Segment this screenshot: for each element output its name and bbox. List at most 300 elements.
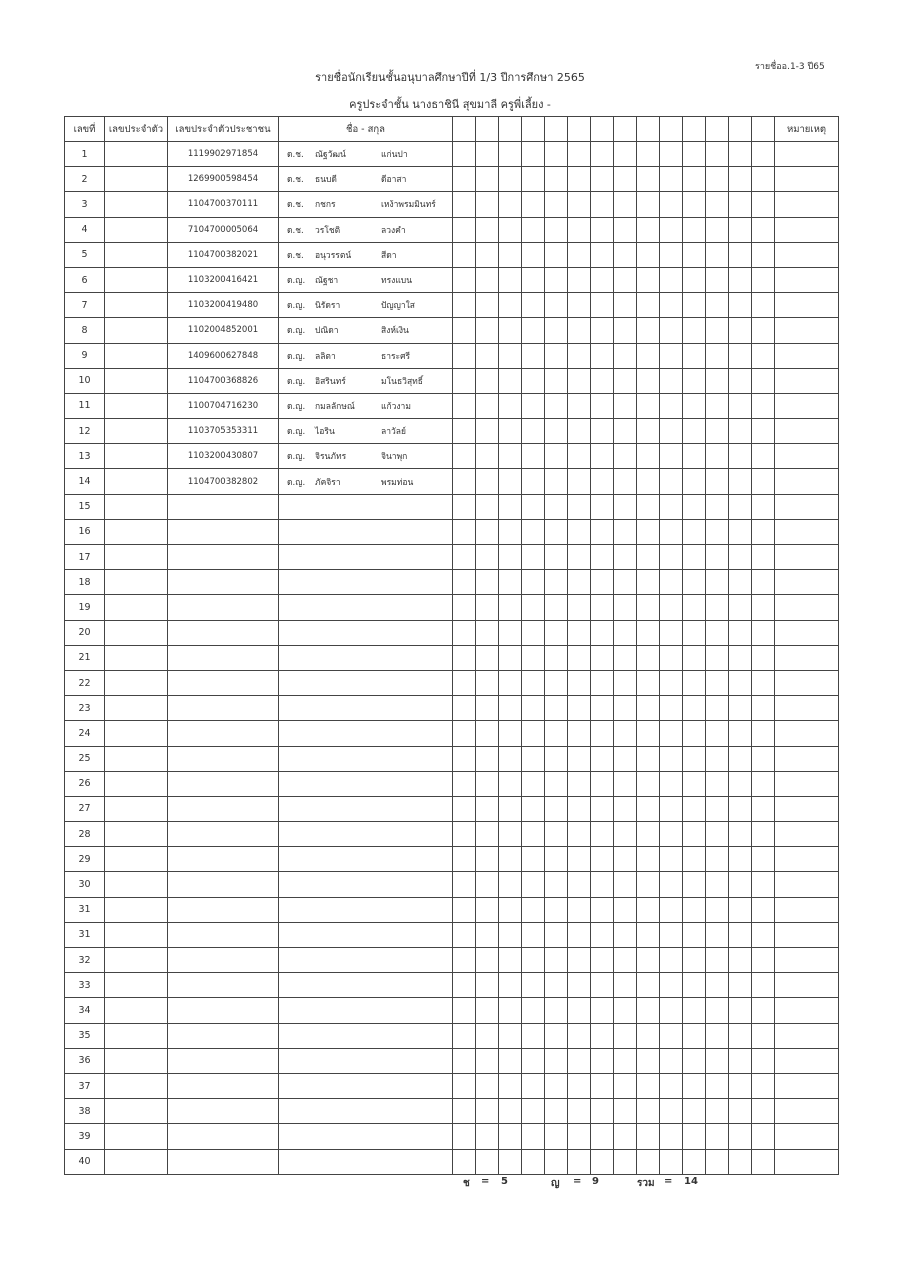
blank-cell <box>683 1073 706 1098</box>
table-row <box>65 267 839 292</box>
blank-cell <box>476 519 499 544</box>
national-id-cell <box>168 973 279 998</box>
blank-cell <box>499 948 522 973</box>
blank-cell <box>453 872 476 897</box>
remark-cell <box>775 1023 839 1048</box>
blank-cell <box>522 1023 545 1048</box>
blank-cell <box>545 1073 568 1098</box>
blank-cell <box>660 393 683 418</box>
blank-cell <box>522 948 545 973</box>
blank-cell <box>499 293 522 318</box>
remark-cell <box>775 922 839 947</box>
blank-cell <box>683 444 706 469</box>
blank-cell <box>752 973 775 998</box>
blank-cell <box>614 519 637 544</box>
blank-cell <box>499 267 522 292</box>
remark-cell <box>775 1149 839 1174</box>
blank-cell <box>729 167 752 192</box>
blank-cell <box>522 318 545 343</box>
total-count: 14 <box>684 1176 698 1187</box>
blank-cell <box>614 318 637 343</box>
blank-cell <box>476 318 499 343</box>
blank-cell <box>660 167 683 192</box>
blank-cell <box>683 1099 706 1124</box>
national-id-cell: 1103200419480 <box>168 293 279 318</box>
last-name: ปัญญาใส <box>381 301 415 312</box>
blank-cell <box>752 393 775 418</box>
blank-cell <box>706 696 729 721</box>
name-cell <box>279 167 453 192</box>
first-name: ณัฐชา <box>315 276 339 287</box>
blank-cell <box>568 1073 591 1098</box>
blank-cell <box>568 822 591 847</box>
student-id-cell <box>105 1149 168 1174</box>
first-name: ธนบดี <box>315 175 337 186</box>
row-number: 31 <box>65 897 105 922</box>
blank-cell <box>499 318 522 343</box>
name-cell <box>279 419 453 444</box>
name-cell <box>279 645 453 670</box>
remark-cell <box>775 796 839 821</box>
blank-cell <box>683 998 706 1023</box>
name-prefix: ด.ญ. <box>287 326 306 337</box>
blank-cell <box>499 494 522 519</box>
blank-cell <box>637 343 660 368</box>
remark-cell <box>775 897 839 922</box>
blank-cell <box>568 696 591 721</box>
blank-cell <box>729 721 752 746</box>
student-id-cell <box>105 545 168 570</box>
student-id-cell <box>105 368 168 393</box>
blank-cell <box>568 1149 591 1174</box>
blank-cell <box>683 217 706 242</box>
blank-cell <box>522 267 545 292</box>
blank-col <box>476 117 499 142</box>
blank-cell <box>499 519 522 544</box>
blank-cell <box>706 922 729 947</box>
row-number: 21 <box>65 645 105 670</box>
blank-cell <box>568 393 591 418</box>
student-id-cell <box>105 872 168 897</box>
blank-cell <box>522 1149 545 1174</box>
blank-cell <box>706 897 729 922</box>
blank-cell <box>706 822 729 847</box>
blank-cell <box>453 545 476 570</box>
blank-cell <box>729 242 752 267</box>
blank-cell <box>637 469 660 494</box>
name-cell <box>279 242 453 267</box>
blank-cell <box>499 142 522 167</box>
blank-cell <box>637 167 660 192</box>
blank-cell <box>637 746 660 771</box>
row-number: 29 <box>65 847 105 872</box>
national-id-cell: 1102004852001 <box>168 318 279 343</box>
blank-cell <box>614 645 637 670</box>
blank-cell <box>453 595 476 620</box>
blank-cell <box>637 973 660 998</box>
blank-cell <box>545 1099 568 1124</box>
blank-cell <box>568 1099 591 1124</box>
blank-cell <box>476 670 499 695</box>
blank-cell <box>453 242 476 267</box>
student-id-cell <box>105 897 168 922</box>
national-id-cell <box>168 1023 279 1048</box>
blank-cell <box>752 444 775 469</box>
blank-cell <box>752 897 775 922</box>
blank-cell <box>522 393 545 418</box>
national-id-cell <box>168 746 279 771</box>
student-id-cell <box>105 645 168 670</box>
row-number: 35 <box>65 1023 105 1048</box>
name-prefix: ด.ญ. <box>287 276 306 287</box>
national-id-cell <box>168 645 279 670</box>
remark-cell <box>775 419 839 444</box>
remark-cell <box>775 998 839 1023</box>
blank-cell <box>499 746 522 771</box>
blank-cell <box>683 670 706 695</box>
blank-cell <box>499 1099 522 1124</box>
name-prefix: ด.ช. <box>287 200 304 211</box>
blank-cell <box>614 545 637 570</box>
remark-cell <box>775 973 839 998</box>
blank-cell <box>545 746 568 771</box>
table-row <box>65 771 839 796</box>
table-row <box>65 242 839 267</box>
blank-cell <box>706 847 729 872</box>
blank-cell <box>614 494 637 519</box>
blank-cell <box>568 419 591 444</box>
name-prefix: ด.ช. <box>287 225 304 236</box>
table-row <box>65 1099 839 1124</box>
name-cell <box>279 142 453 167</box>
table-row <box>65 847 839 872</box>
name-cell <box>279 444 453 469</box>
table-row <box>65 393 839 418</box>
blank-cell <box>568 142 591 167</box>
student-id-cell <box>105 217 168 242</box>
blank-cell <box>706 1023 729 1048</box>
blank-cell <box>706 595 729 620</box>
name-cell <box>279 469 453 494</box>
blank-cell <box>476 469 499 494</box>
blank-cell <box>453 1023 476 1048</box>
blank-cell <box>522 167 545 192</box>
blank-cell <box>637 1124 660 1149</box>
student-id-cell <box>105 267 168 292</box>
blank-cell <box>752 1149 775 1174</box>
name-cell <box>279 897 453 922</box>
blank-cell <box>499 1073 522 1098</box>
blank-cell <box>545 847 568 872</box>
blank-cell <box>591 293 614 318</box>
blank-cell <box>545 620 568 645</box>
blank-cell <box>614 973 637 998</box>
blank-cell <box>683 595 706 620</box>
national-id-cell <box>168 847 279 872</box>
national-id-cell <box>168 822 279 847</box>
blank-cell <box>591 469 614 494</box>
blank-cell <box>568 1048 591 1073</box>
blank-cell <box>729 595 752 620</box>
blank-cell <box>637 1023 660 1048</box>
name-cell <box>279 771 453 796</box>
name-cell <box>279 1073 453 1098</box>
blank-cell <box>729 217 752 242</box>
national-id-cell <box>168 595 279 620</box>
col-header-no: เลขที่ <box>65 117 105 142</box>
blank-cell <box>591 822 614 847</box>
national-id-cell <box>168 721 279 746</box>
blank-cell <box>614 847 637 872</box>
name-cell <box>279 670 453 695</box>
row-number: 33 <box>65 973 105 998</box>
blank-cell <box>614 721 637 746</box>
national-id-cell: 1104700382021 <box>168 242 279 267</box>
blank-cell <box>568 645 591 670</box>
last-name: ดีอาสา <box>381 175 407 186</box>
name-cell <box>279 217 453 242</box>
blank-cell <box>660 570 683 595</box>
name-cell <box>279 620 453 645</box>
male-label: ช <box>463 1178 470 1189</box>
remark-cell <box>775 519 839 544</box>
blank-cell <box>568 469 591 494</box>
blank-cell <box>453 1149 476 1174</box>
student-id-cell <box>105 142 168 167</box>
blank-cell <box>637 922 660 947</box>
blank-cell <box>545 192 568 217</box>
blank-col <box>591 117 614 142</box>
national-id-cell: 1104700382802 <box>168 469 279 494</box>
blank-cell <box>545 217 568 242</box>
blank-cell <box>683 1023 706 1048</box>
blank-cell <box>568 444 591 469</box>
blank-cell <box>752 922 775 947</box>
row-number: 32 <box>65 948 105 973</box>
blank-cell <box>660 973 683 998</box>
blank-cell <box>660 1048 683 1073</box>
blank-cell <box>729 670 752 695</box>
blank-cell <box>637 494 660 519</box>
blank-cell <box>499 570 522 595</box>
blank-cell <box>545 142 568 167</box>
blank-cell <box>499 922 522 947</box>
blank-cell <box>522 620 545 645</box>
national-id-cell <box>168 771 279 796</box>
blank-cell <box>499 343 522 368</box>
blank-cell <box>591 444 614 469</box>
first-name: ภัคจิรา <box>315 477 341 488</box>
blank-cell <box>752 1048 775 1073</box>
blank-cell <box>706 973 729 998</box>
blank-cell <box>522 293 545 318</box>
remark-cell <box>775 822 839 847</box>
blank-cell <box>476 1048 499 1073</box>
blank-cell <box>453 897 476 922</box>
blank-col <box>522 117 545 142</box>
blank-cell <box>545 519 568 544</box>
blank-cell <box>591 1099 614 1124</box>
blank-cell <box>614 872 637 897</box>
blank-cell <box>637 847 660 872</box>
blank-cell <box>683 267 706 292</box>
blank-cell <box>476 746 499 771</box>
name-cell <box>279 922 453 947</box>
blank-cell <box>476 1073 499 1098</box>
blank-cell <box>476 998 499 1023</box>
blank-cell <box>683 973 706 998</box>
row-number: 8 <box>65 318 105 343</box>
blank-cell <box>453 998 476 1023</box>
col-header-national-id: เลขประจำตัวประชาชน <box>168 117 279 142</box>
blank-cell <box>591 217 614 242</box>
blank-cell <box>545 1023 568 1048</box>
blank-cell <box>706 393 729 418</box>
blank-cell <box>545 1048 568 1073</box>
blank-cell <box>752 1023 775 1048</box>
row-number: 11 <box>65 393 105 418</box>
national-id-cell <box>168 998 279 1023</box>
blank-cell <box>568 242 591 267</box>
col-header-name: ชื่อ - สกุล <box>279 117 453 142</box>
table-row <box>65 494 839 519</box>
row-number: 26 <box>65 771 105 796</box>
blank-cell <box>568 217 591 242</box>
blank-cell <box>660 545 683 570</box>
blank-cell <box>683 847 706 872</box>
blank-cell <box>637 998 660 1023</box>
blank-cell <box>522 721 545 746</box>
blank-cell <box>637 1099 660 1124</box>
blank-cell <box>614 1099 637 1124</box>
row-number: 6 <box>65 267 105 292</box>
blank-cell <box>545 494 568 519</box>
national-id-cell <box>168 922 279 947</box>
blank-cell <box>614 595 637 620</box>
student-id-cell <box>105 343 168 368</box>
blank-cell <box>660 368 683 393</box>
blank-cell <box>453 1048 476 1073</box>
blank-cell <box>476 948 499 973</box>
blank-cell <box>545 796 568 821</box>
blank-cell <box>706 267 729 292</box>
blank-cell <box>453 469 476 494</box>
blank-cell <box>637 1073 660 1098</box>
blank-cell <box>591 771 614 796</box>
name-prefix: ด.ญ. <box>287 427 306 438</box>
remark-cell <box>775 192 839 217</box>
remark-cell <box>775 393 839 418</box>
blank-cell <box>752 1099 775 1124</box>
blank-cell <box>637 192 660 217</box>
blank-cell <box>522 796 545 821</box>
blank-cell <box>614 142 637 167</box>
blank-cell <box>453 696 476 721</box>
student-id-cell <box>105 519 168 544</box>
table-row <box>65 1149 839 1174</box>
blank-cell <box>453 519 476 544</box>
national-id-cell <box>168 696 279 721</box>
blank-cell <box>522 217 545 242</box>
blank-cell <box>729 696 752 721</box>
blank-cell <box>660 494 683 519</box>
table-row <box>65 167 839 192</box>
blank-cell <box>522 872 545 897</box>
blank-cell <box>522 746 545 771</box>
blank-cell <box>729 645 752 670</box>
row-number: 38 <box>65 1099 105 1124</box>
blank-cell <box>614 167 637 192</box>
blank-cell <box>591 267 614 292</box>
first-name: ณัฐวัฒน์ <box>315 150 346 161</box>
blank-cell <box>476 242 499 267</box>
blank-cell <box>729 771 752 796</box>
blank-cell <box>591 746 614 771</box>
table-row <box>65 670 839 695</box>
table-row <box>65 1073 839 1098</box>
total-label: รวม <box>637 1178 655 1189</box>
remark-cell <box>775 948 839 973</box>
blank-cell <box>499 872 522 897</box>
blank-cell <box>614 192 637 217</box>
blank-cell <box>499 192 522 217</box>
blank-cell <box>729 570 752 595</box>
blank-cell <box>637 242 660 267</box>
remark-cell <box>775 368 839 393</box>
blank-cell <box>591 393 614 418</box>
blank-cell <box>637 293 660 318</box>
remark-cell <box>775 444 839 469</box>
blank-cell <box>522 973 545 998</box>
blank-cell <box>706 721 729 746</box>
remark-cell <box>775 142 839 167</box>
blank-cell <box>683 318 706 343</box>
remark-cell <box>775 242 839 267</box>
blank-cell <box>591 1048 614 1073</box>
blank-cell <box>591 419 614 444</box>
blank-cell <box>706 1073 729 1098</box>
blank-cell <box>499 670 522 695</box>
blank-cell <box>614 746 637 771</box>
blank-cell <box>752 998 775 1023</box>
blank-cell <box>637 822 660 847</box>
blank-cell <box>706 217 729 242</box>
blank-cell <box>752 267 775 292</box>
student-id-cell <box>105 1073 168 1098</box>
blank-cell <box>729 1048 752 1073</box>
blank-cell <box>591 998 614 1023</box>
student-id-cell <box>105 948 168 973</box>
blank-cell <box>453 796 476 821</box>
student-id-cell <box>105 570 168 595</box>
blank-col <box>729 117 752 142</box>
blank-cell <box>476 545 499 570</box>
student-id-cell <box>105 1048 168 1073</box>
blank-cell <box>706 519 729 544</box>
blank-cell <box>683 393 706 418</box>
first-name: อิสรินทร์ <box>315 376 346 387</box>
blank-cell <box>683 469 706 494</box>
blank-cell <box>568 771 591 796</box>
blank-cell <box>453 746 476 771</box>
blank-cell <box>660 847 683 872</box>
national-id-cell <box>168 670 279 695</box>
remark-cell <box>775 343 839 368</box>
blank-cell <box>660 822 683 847</box>
blank-cell <box>545 293 568 318</box>
blank-cell <box>545 696 568 721</box>
blank-cell <box>499 368 522 393</box>
